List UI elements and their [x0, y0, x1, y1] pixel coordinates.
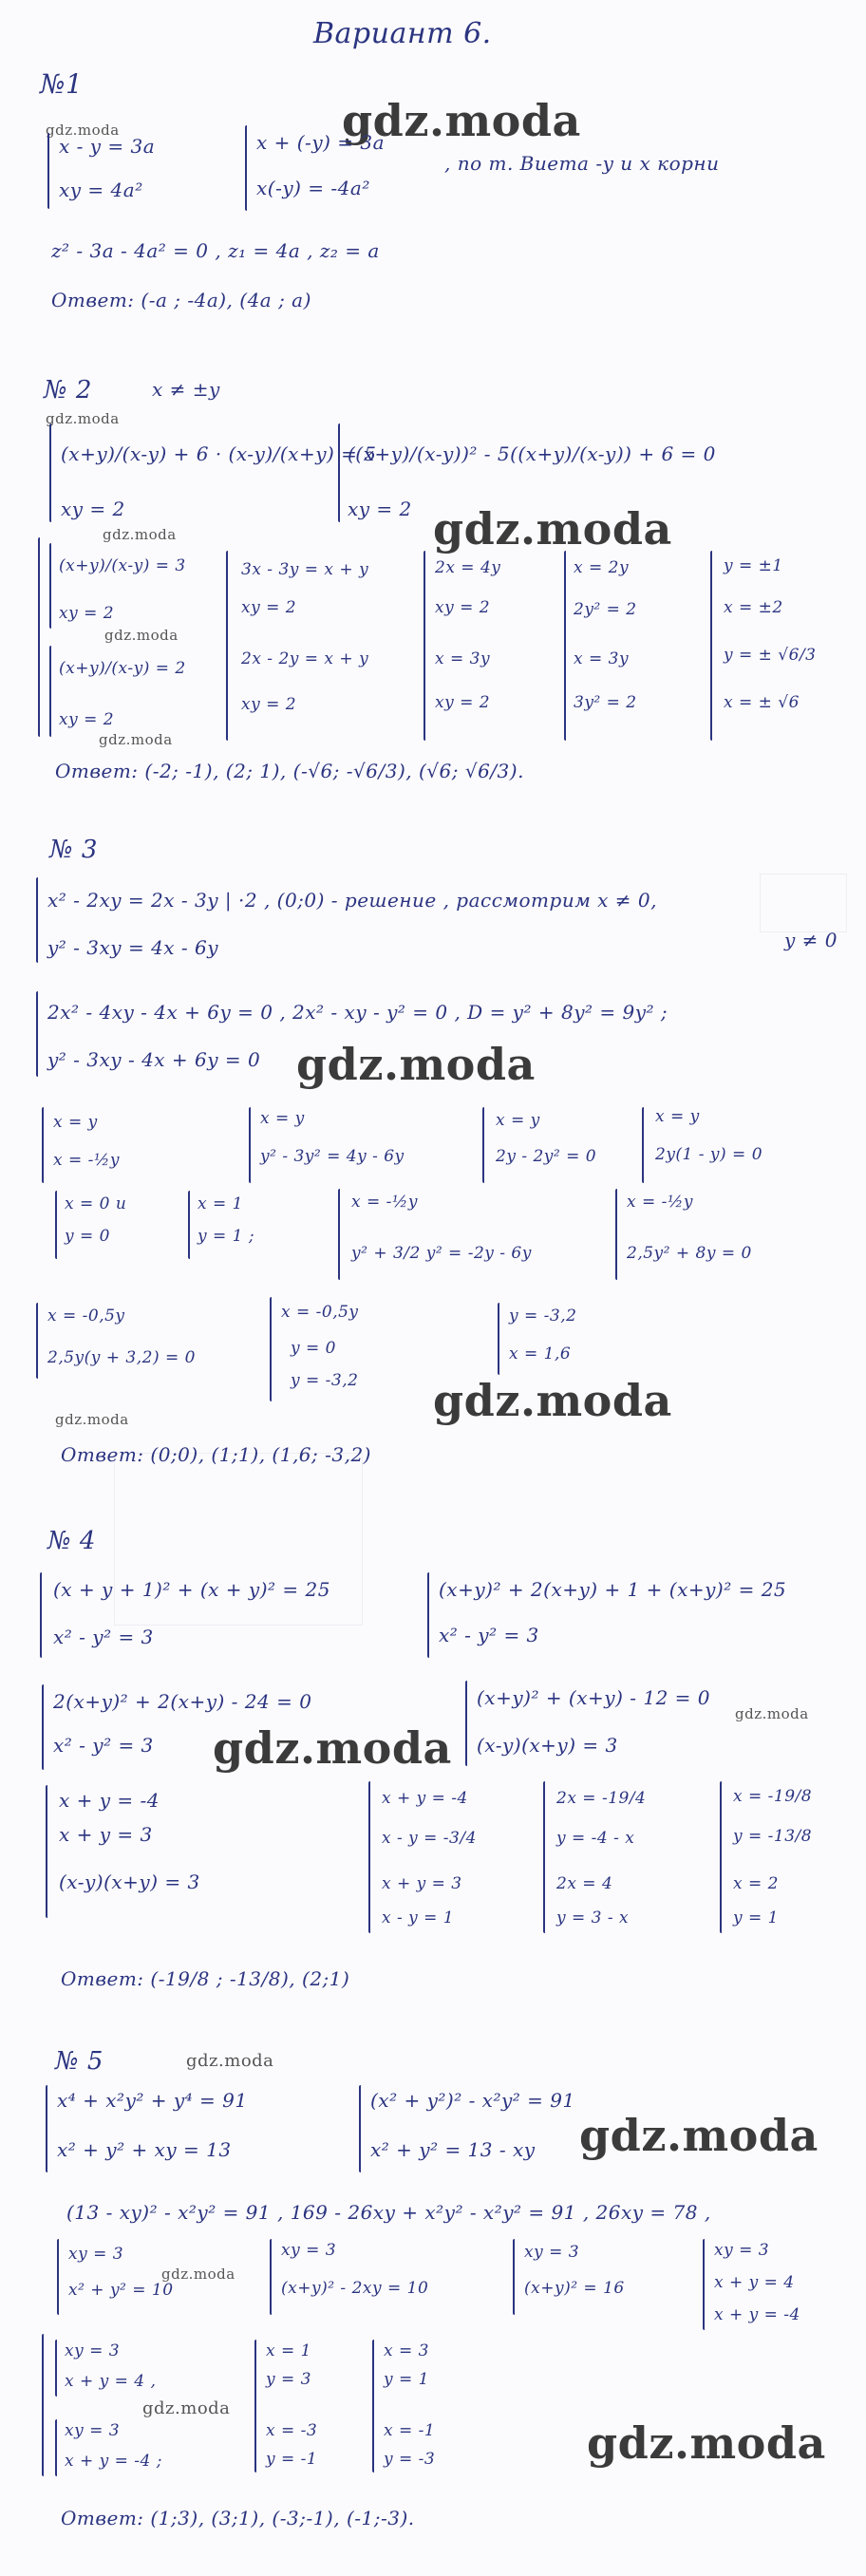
system-brace [642, 1107, 644, 1183]
t5-d2: x + y = 4 [714, 2273, 795, 2292]
t1-sys1-eq1: x - y = 3a [59, 135, 156, 158]
t3-f1: x = -½y [351, 1193, 418, 1212]
t1-sys2-eq2: x(-y) = -4a² [256, 177, 370, 199]
t3-e3: x = 1 [198, 1194, 243, 1213]
watermark-small: gdz.moda [142, 2398, 231, 2418]
t2-sys2-eq2: xy = 2 [348, 498, 412, 520]
t2-r5-eq2: x = ±2 [724, 598, 783, 617]
t2-sys1-eq2: xy = 2 [61, 498, 125, 520]
t5-answer: Ответ: (1;3), (3;1), (-3;-1), (-1;-3). [61, 2507, 415, 2529]
t3-e4: y = 1 ; [198, 1227, 255, 1246]
t5-g4: y = -3 [384, 2450, 436, 2469]
t2-r1-eq3: (x+y)/(x-y) = 2 [59, 659, 186, 678]
watermark-big: gdz.moda [296, 1039, 536, 1090]
system-brace [245, 125, 247, 211]
system-brace [42, 2334, 44, 2476]
t5-c2: (x+y)² = 16 [524, 2279, 625, 2298]
t5-b1: xy = 3 [281, 2241, 337, 2260]
t4-t2-eq3: x + y = 3 [382, 1874, 462, 1893]
system-brace [49, 423, 51, 522]
task2-number: № 2 [44, 376, 92, 404]
t4-answer: Ответ: (-19/8 ; -13/8), (2;1) [61, 1967, 350, 1990]
t4-s4-eq1: (x+y)² + (x+y) - 12 = 0 [477, 1686, 710, 1709]
t5-f1: x = 1 [266, 2341, 311, 2360]
system-brace [465, 1681, 467, 1766]
system-brace [254, 2340, 256, 2473]
t3-a1: x = y [53, 1113, 98, 1132]
t4-s1-eq2: x² - y² = 3 [53, 1626, 154, 1648]
system-brace [427, 1572, 429, 1658]
watermark-big: gdz.moda [587, 2417, 826, 2469]
t4-t3-eq3: 2x = 4 [556, 1874, 613, 1893]
task5-number: № 5 [55, 2047, 104, 2076]
t2-r2-eq1: 3x - 3y = x + y [241, 560, 369, 579]
t2-r1-eq4: xy = 2 [59, 710, 115, 729]
system-brace [543, 1781, 545, 1933]
t5-g3: x = -1 [384, 2421, 436, 2440]
t5-e3: xy = 3 [65, 2421, 121, 2440]
system-brace [615, 1189, 617, 1280]
system-brace [36, 877, 38, 963]
system-brace [368, 1781, 370, 1933]
t2-r2-eq4: xy = 2 [241, 695, 297, 714]
t5-e2: x + y = 4 , [65, 2372, 157, 2391]
t3-c1: x = y [496, 1111, 540, 1130]
t2-answer: Ответ: (-2; -1), (2; 1), (-√6; -√6/3), (√6; √6/3). [55, 760, 524, 782]
system-brace [49, 646, 51, 737]
system-brace [57, 2239, 59, 2315]
t2-r4-eq3: x = 3y [574, 649, 630, 668]
system-brace [249, 1107, 251, 1183]
watermark-small: gdz.moda [103, 526, 177, 543]
system-brace [42, 1684, 44, 1770]
t2-r4-eq4: 3y² = 2 [574, 693, 637, 712]
t2-r5-eq3: y = ± √6/3 [724, 646, 817, 665]
watermark-small: gdz.moda [46, 122, 120, 139]
system-brace [226, 551, 228, 741]
system-brace [47, 133, 49, 209]
t5-s2-eq1: (x² + y²)² - x²y² = 91 [370, 2089, 575, 2112]
t3-e1: x = 0 и [65, 1194, 127, 1213]
t4-t1-eq2: x + y = 3 [59, 1823, 153, 1846]
system-brace [46, 1785, 47, 1918]
t5-d3: x + y = -4 [714, 2305, 800, 2324]
t5-e4: x + y = -4 ; [65, 2452, 162, 2471]
t5-g1: x = 3 [384, 2341, 429, 2360]
system-brace [710, 551, 712, 741]
t2-r3-eq1: 2x = 4y [435, 558, 501, 577]
system-brace [40, 1572, 42, 1658]
t3-i3: y = -3,2 [291, 1371, 359, 1390]
t2-r3-eq2: xy = 2 [435, 598, 491, 617]
t3-j2: x = 1,6 [509, 1344, 572, 1363]
t5-c1: xy = 3 [524, 2243, 580, 2262]
t2-sys2-eq1: ((x+y)/(x-y))² - 5((x+y)/(x-y)) + 6 = 0 [348, 442, 716, 465]
system-brace [482, 1107, 484, 1183]
task1-number: №1 [40, 68, 84, 100]
t5-f4: y = -1 [266, 2450, 318, 2469]
t5-e1: xy = 3 [65, 2341, 121, 2360]
t5-s1-eq1: x⁴ + x²y² + y⁴ = 91 [57, 2089, 248, 2112]
t2-r1-eq1: (x+y)/(x-y) = 3 [59, 556, 186, 575]
t4-t2-eq2: x - y = -3/4 [382, 1829, 477, 1848]
t2-condition: x ≠ ±y [152, 378, 220, 401]
task3-number: № 3 [49, 836, 98, 864]
system-brace [372, 2340, 374, 2473]
t5-s2-eq2: x² + y² = 13 - xy [370, 2138, 536, 2161]
t4-t3-eq2: y = -4 - x [556, 1829, 635, 1848]
grid-decoration [760, 874, 847, 932]
system-brace [424, 551, 425, 741]
t4-t4-eq3: x = 2 [733, 1874, 779, 1893]
watermark-big: gdz.moda [342, 95, 581, 146]
t3-i1: x = -0,5y [281, 1303, 359, 1322]
system-brace [188, 1191, 190, 1259]
t3-b1: x = y [260, 1109, 305, 1128]
t1-answer: Ответ: (-a ; -4a), (4a ; a) [51, 289, 311, 311]
system-brace [338, 1189, 340, 1280]
t5-f3: x = -3 [266, 2421, 318, 2440]
t4-t2-eq4: x - y = 1 [382, 1908, 455, 1927]
page-title: Вариант 6. [313, 17, 492, 50]
t3-line2: y² - 3xy = 4x - 6y [47, 936, 219, 959]
t4-t1-eq1: x + y = -4 [59, 1789, 160, 1812]
t3-b2: y² - 3y² = 4y - 6y [260, 1147, 405, 1166]
t4-s1-eq1: (x + y + 1)² + (x + y)² = 25 [53, 1578, 330, 1601]
t2-r3-eq4: xy = 2 [435, 693, 491, 712]
system-brace [49, 543, 51, 629]
t3-h1: x = -0,5y [47, 1307, 125, 1326]
system-brace [513, 2239, 515, 2315]
t2-r2-eq3: 2x - 2y = x + y [241, 649, 369, 668]
watermark-big: gdz.moda [579, 2110, 819, 2161]
watermark-small: gdz.moda [99, 731, 173, 748]
t4-t2-eq1: x + y = -4 [382, 1789, 468, 1808]
watermark-small: gdz.moda [104, 627, 179, 644]
t4-t4-eq1: x = -19/8 [733, 1787, 813, 1806]
t2-r4-eq1: x = 2y [574, 558, 630, 577]
t3-e2: y = 0 [65, 1227, 110, 1246]
t5-a2: x² + y² = 10 [68, 2281, 174, 2300]
t1-quadratic: z² - 3a - 4a² = 0 , z₁ = 4a , z₂ = a [51, 239, 380, 262]
watermark-big: gdz.moda [433, 503, 672, 555]
watermark-big: gdz.moda [213, 1722, 452, 1774]
t2-sys1-eq1: (x+y)/(x-y) + 6 · (x-y)/(x+y) = 5 [61, 442, 377, 465]
system-brace [270, 2239, 272, 2315]
t3-line1: x² - 2xy = 2x - 3y | ·2 , (0;0) - решение , рассмотрим x ≠ 0, [47, 889, 657, 912]
t4-s2-eq1: (x+y)² + 2(x+y) + 1 + (x+y)² = 25 [439, 1578, 787, 1601]
task4-number: № 4 [47, 1527, 96, 1555]
system-brace [38, 537, 40, 737]
t3-h2: 2,5y(y + 3,2) = 0 [47, 1348, 196, 1367]
t4-t1-eq3: (x-y)(x+y) = 3 [59, 1871, 200, 1893]
watermark-big: gdz.moda [433, 1375, 672, 1426]
t5-g2: y = 1 [384, 2370, 429, 2389]
t5-f2: y = 3 [266, 2370, 311, 2389]
t1-vieta-note: , по т. Виета -y и x корни [444, 152, 720, 175]
t4-t4-eq2: y = -13/8 [733, 1827, 813, 1846]
t3-j1: y = -3,2 [509, 1307, 577, 1326]
t5-b2: (x+y)² - 2xy = 10 [281, 2279, 429, 2298]
watermark-small: gdz.moda [55, 1411, 129, 1428]
t3-d1: x = y [655, 1107, 700, 1126]
system-brace [42, 1107, 44, 1183]
t2-r5-eq1: y = ±1 [724, 556, 783, 575]
t3-c2: 2y - 2y² = 0 [496, 1147, 597, 1166]
system-brace [703, 2239, 705, 2330]
system-brace [270, 1297, 272, 1401]
system-brace [36, 1303, 38, 1379]
t5-d1: xy = 3 [714, 2241, 770, 2260]
t4-s4-eq2: (x-y)(x+y) = 3 [477, 1734, 618, 1757]
t3-a2: x = -½y [53, 1151, 120, 1170]
system-brace [564, 551, 566, 741]
t3-g2: 2,5y² + 8y = 0 [627, 1244, 752, 1263]
t4-s2-eq2: x² - y² = 3 [439, 1624, 539, 1646]
t4-t3-eq4: y = 3 - x [556, 1908, 630, 1927]
t5-line1: (13 - xy)² - x²y² = 91 , 169 - 26xy + x²y² - x²y² = 91 , 26xy = 78 , [66, 2201, 711, 2224]
t1-sys1-eq2: xy = 4a² [59, 179, 143, 201]
system-brace [359, 2085, 361, 2172]
t4-s3-eq1: 2(x+y)² + 2(x+y) - 24 = 0 [53, 1690, 312, 1713]
t3-f2: y² + 3/2 y² = -2y - 6y [351, 1244, 532, 1263]
t3-line1b: y ≠ 0 [784, 929, 838, 951]
system-brace [55, 1191, 57, 1259]
t3-i2: y = 0 [291, 1339, 336, 1358]
t2-r5-eq4: x = ± √6 [724, 693, 800, 712]
t2-r4-eq2: 2y² = 2 [574, 600, 637, 619]
t3-line3: 2x² - 4xy - 4x + 6y = 0 , 2x² - xy - y² = 0 , D = y² + 8y² = 9y² ; [47, 1001, 668, 1024]
t2-r2-eq2: xy = 2 [241, 598, 297, 617]
watermark-small: gdz.moda [735, 1705, 809, 1722]
t5-a1: xy = 3 [68, 2245, 124, 2264]
system-brace [498, 1303, 499, 1375]
system-brace [338, 423, 340, 522]
system-brace [55, 2340, 57, 2397]
watermark-small: gdz.moda [161, 2266, 235, 2283]
t1-sys2-eq1: x + (-y) = 3a [256, 131, 386, 154]
system-brace [46, 2085, 47, 2172]
system-brace [36, 991, 38, 1077]
t3-line4: y² - 3xy - 4x + 6y = 0 [47, 1048, 261, 1071]
watermark-small: gdz.moda [186, 2051, 274, 2071]
t3-d2: 2y(1 - y) = 0 [655, 1145, 763, 1164]
t4-s3-eq2: x² - y² = 3 [53, 1734, 154, 1757]
t4-t4-eq4: y = 1 [733, 1908, 779, 1927]
t3-answer: Ответ: (0;0), (1;1), (1,6; -3,2) [61, 1443, 371, 1466]
t3-g1: x = -½y [627, 1193, 693, 1212]
system-brace [55, 2419, 57, 2476]
t2-r1-eq2: xy = 2 [59, 604, 115, 623]
t2-r3-eq3: x = 3y [435, 649, 491, 668]
watermark-small: gdz.moda [46, 410, 120, 427]
t4-t3-eq1: 2x = -19/4 [556, 1789, 647, 1808]
t5-s1-eq2: x² + y² + xy = 13 [57, 2138, 232, 2161]
system-brace [720, 1781, 722, 1933]
